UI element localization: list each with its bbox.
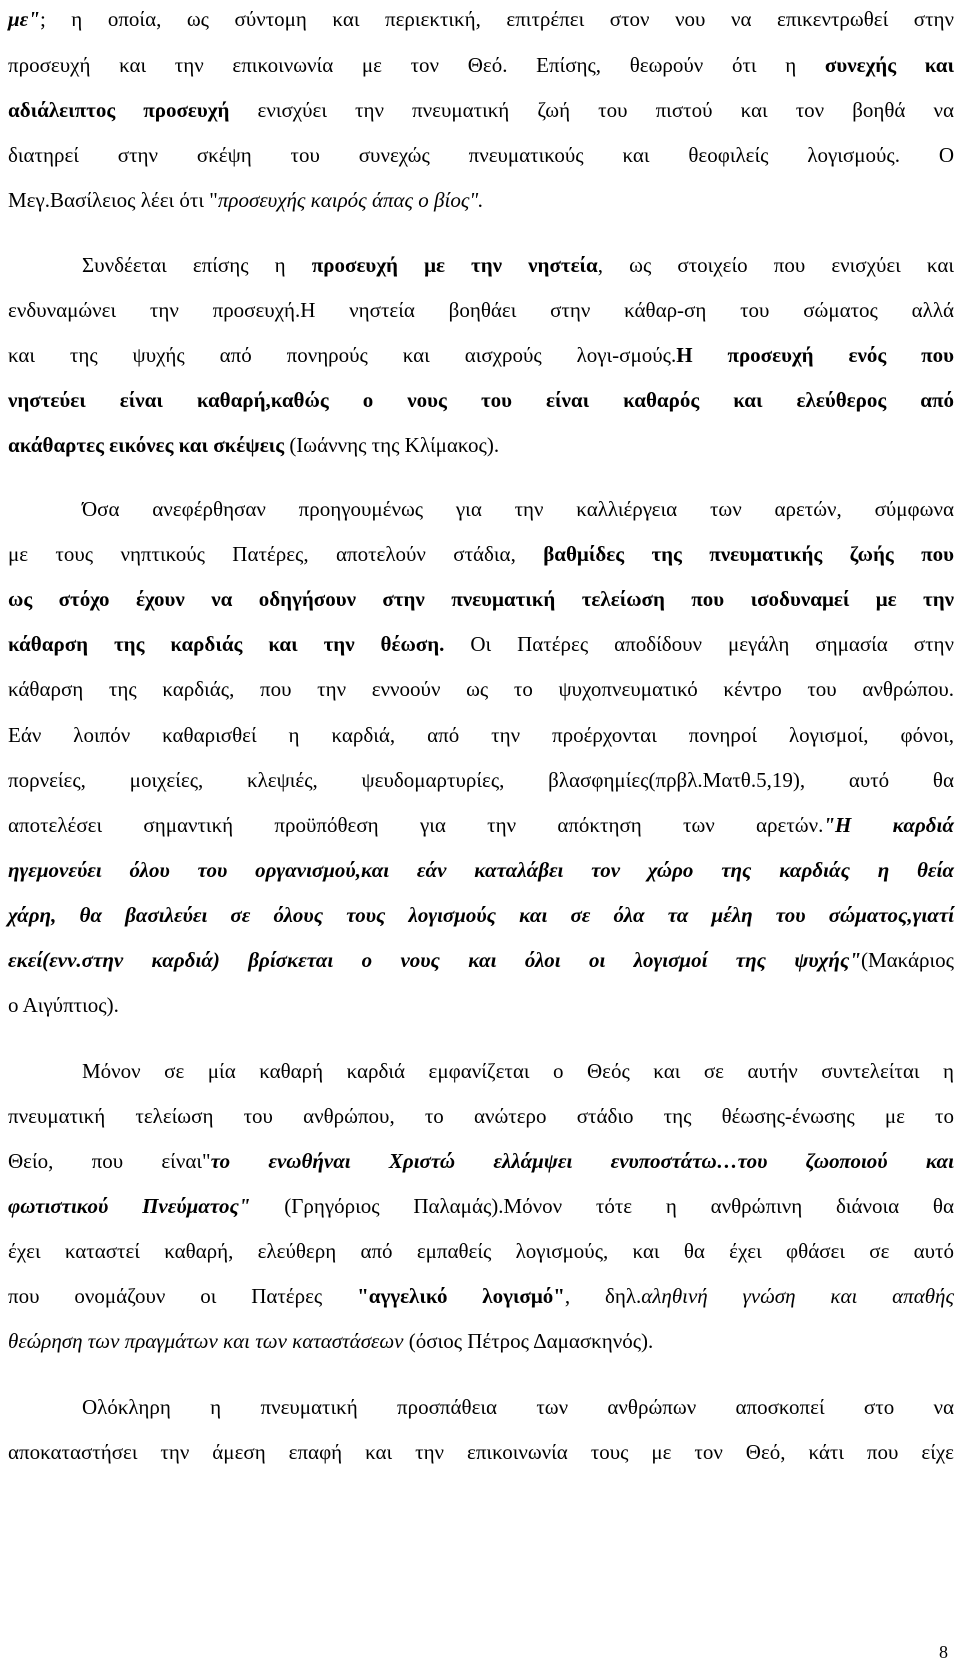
text-line [82,1392,954,1422]
text-run: αδιάλειπτος προσευχή [8,98,230,122]
text-line [8,340,954,370]
text-line [8,1191,954,1221]
text-line [8,1146,954,1176]
text-run: εκεί(ενν.στην καρδιά) βρίσκεται ο νους και όλοι οι λογισμοί της ψυχής" [8,948,861,972]
text-run: αποκαταστήσει την άμεση επαφή και την επικοινωνία τους με τον Θεό, κάτι που είχε [8,1440,954,1464]
text-run: Η προσευχή ενός που [676,343,954,367]
text-run: ως στόχο έχουν να οδηγήσουν στην πνευματική τελείωση που ισοδυναμεί με την [8,587,954,611]
text-run: με" [8,7,40,31]
text-run: (Ιωάννης της Κλίμακος). [284,433,500,457]
text-run: διατηρεί στην σκέψη του συνεχώς πνευματικούς και θεοφιλείς λογισμούς. Ο [8,143,954,167]
text-run: νηστεύει είναι καθαρή,καθώς ο νους του είναι καθαρός και ελεύθερος από [8,388,954,412]
text-line [8,539,954,569]
text-line [8,385,954,415]
text-run: πορνείες, μοιχείες, κλεψιές, ψευδομαρτυρίες, βλασφημίες(πρβλ.Ματθ.5,19), αυτό θα [8,768,954,792]
text-run: βαθμίδες της πνευματικής ζωής που [543,542,954,566]
text-run: ο Αιγύπτιος). [8,993,119,1017]
text-run: ακάθαρτες εικόνες και σκέψεις [8,433,285,457]
text-run: Μεγ.Βασίλειος λέει ότι " [8,188,218,212]
text-run: πνευματική τελείωση του ανθρώπου, το ανώτερο στάδιο της θέωσης-ένωσης με το [8,1104,954,1128]
text-line [8,95,954,125]
text-run: ; η οποία, ως σύντομη και περιεκτική, επιτρέπει στον νου να επικεντρωθεί στην [39,7,954,31]
text-line [8,900,954,930]
text-run: κάθαρση της καρδιάς και την θέωση. [8,632,445,656]
text-run: έχει καταστεί καθαρή, ελεύθερη από εμπαθείς λογισμούς, και θα έχει φθάσει σε αυτό [8,1239,954,1263]
text-run: Ολόκληρη η πνευματική προσπάθεια των ανθρώπων αποσκοπεί στο να [82,1395,954,1419]
text-line [8,674,954,704]
text-line [8,1326,954,1356]
text-line [8,720,954,750]
text-line [82,250,954,280]
text-run: αληθινή γνώση και απαθής [641,1284,954,1308]
text-run: με τους νηπτικούς Πατέρες, αποτελούν στάδια, [8,542,544,566]
text-run: αποτελέσει σημαντική προϋπόθεση για την απόκτηση των αρετών. [8,813,824,837]
text-run: συνεχής και [824,53,955,77]
text-run: Όσα ανεφέρθησαν προηγουμένως για την καλλιέργεια των αρετών, σύμφωνα [82,497,954,521]
text-line [8,185,954,215]
text-line [8,50,954,80]
text-line [82,494,954,524]
text-run: που ονομάζουν οι Πατέρες [8,1284,358,1308]
text-run: Θείο, που είναι" [8,1149,211,1173]
text-run: προσευχή με την νηστεία [311,253,598,277]
text-line [82,1056,954,1086]
text-run: Μόνον σε μία καθαρή καρδιά εμφανίζεται ο Θεός και σε αυτήν συντελείται η [82,1059,954,1083]
text-run: "Η καρδιά [823,813,954,837]
text-run: προσευχή και την επικοινωνία με τον Θεό. Επίσης, θεωρούν ότι η [8,53,825,77]
text-line [8,584,954,614]
text-run: ηγεμονεύει όλου του οργανισμού,και εάν καταλάβει τον χώρο της καρδιάς η θεία [8,858,954,882]
text-run: ενδυναμώνει την προσευχή.Η νηστεία βοηθάει στην κάθαρ-ση του σώματος αλλά [8,298,954,322]
text-line [8,1101,954,1131]
text-line [8,855,954,885]
text-run: κάθαρση της καρδιάς, που την εννοούν ως το ψυχοπνευματικό κέντρο του ανθρώπου. [8,677,954,701]
text-run: "αγγελικό λογισμό" [357,1284,565,1308]
text-run: (Γρηγόριος Παλαμάς).Μόνον τότε η ανθρώπινη διάνοια θα [250,1194,954,1218]
text-line [8,629,954,659]
text-run: θεώρηση των πραγμάτων και των καταστάσεων [8,1329,404,1353]
text-run: ενισχύει την πνευματική ζωή του πιστού και τον βοηθά να [229,98,954,122]
text-run: και της ψυχής από πονηρούς και αισχρούς λογι-σμούς. [8,343,677,367]
text-run: (όσιος Πέτρος Δαμασκηνός). [403,1329,654,1353]
text-line [8,1236,954,1266]
text-line [8,1281,954,1311]
text-run: χάρη, θα βασιλεύει σε όλους τους λογισμούς και σε όλα τα μέλη του σώματος,γιατί [8,903,954,927]
page-number: 8 [939,1642,948,1662]
text-run: φωτιστικού Πνεύματος" [8,1194,251,1218]
text-line [8,1437,954,1467]
text-run: , ως στοιχείο που ενισχύει και [597,253,954,277]
text-run: Οι Πατέρες αποδίδουν μεγάλη σημασία στην [444,632,954,656]
text-line [8,140,954,170]
text-line [8,765,954,795]
text-line [8,990,954,1020]
text-line [8,430,954,460]
text-line [8,945,954,975]
text-run: το ενωθήναι Χριστώ ελλάμψει ενυποστάτω…του ζωοποιού και [210,1149,954,1173]
text-run: , δηλ. [564,1284,642,1308]
text-run: Εάν λοιπόν καθαρισθεί η καρδιά, από την προέρχονται πονηροί λογισμοί, φόνοι, [8,723,954,747]
text-run: (Μακάριος [860,948,954,972]
text-line [8,810,954,840]
text-line [8,295,954,325]
text-run: Συνδέεται επίσης η [82,253,312,277]
text-line [8,4,954,34]
text-run: προσευχής καιρός άπας ο βίος". [217,188,484,212]
